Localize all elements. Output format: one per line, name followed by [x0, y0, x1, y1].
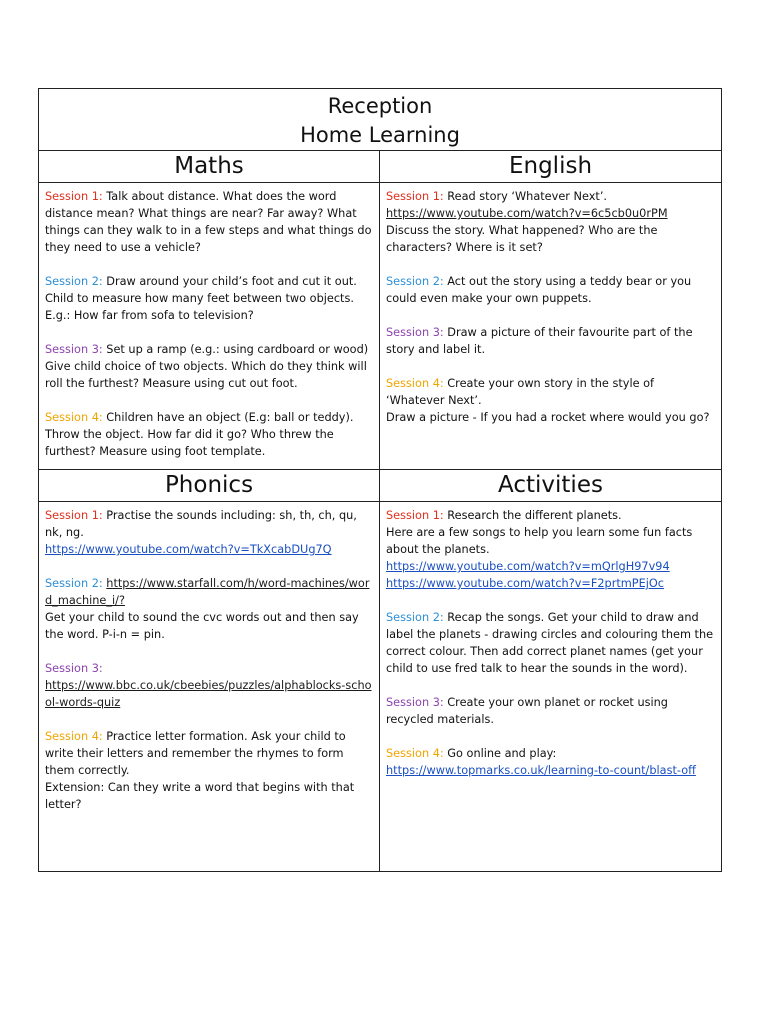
page-title: [39, 89, 721, 151]
phonics-session-3: [45, 660, 373, 711]
story-video-link[interactable]: https://www.youtube.com/watch?v=6c5cb0u0rPM: [386, 207, 668, 220]
session-label: Session 4:: [45, 730, 103, 743]
session-text: Discuss the story. What happened? Who are the characters? Where is it set?: [386, 224, 658, 254]
phonics-heading: Phonics: [39, 470, 380, 502]
planets-song-link-2[interactable]: https://www.youtube.com/watch?v=F2prtmPEjOc: [386, 577, 664, 590]
session-label: Session 3:: [386, 696, 444, 709]
session-text: Create your own planet or rocket using recycled materials.: [386, 696, 668, 726]
phonics-session-4: [45, 728, 373, 813]
session-text: Draw a picture of their favourite part of the story and label it.: [386, 326, 693, 356]
activities-heading: Activities: [380, 470, 721, 502]
session-text: Draw around your child’s foot and cut it out. Child to measure how many feet between two objects. E.g.: How far from sofa to television?: [45, 275, 357, 322]
phonics-session-2: [45, 575, 373, 643]
english-cell: [380, 183, 721, 470]
session-text: Here are a few songs to help you learn some fun facts about the planets.: [386, 526, 693, 556]
phonics-session-1: [45, 507, 373, 558]
session-text: Act out the story using a teddy bear or you could even make your own puppets.: [386, 275, 692, 305]
maths-cell: [39, 183, 380, 470]
english-session-1: [386, 188, 715, 256]
phonics-cell: [39, 502, 380, 871]
session-label: Session 1:: [45, 509, 103, 522]
session-label: Session 2:: [45, 275, 103, 288]
session-label: Session 4:: [45, 411, 103, 424]
topmarks-game-link[interactable]: https://www.topmarks.co.uk/learning-to-count/blast-off: [386, 764, 696, 777]
session-text: Research the different planets.: [447, 509, 622, 522]
session-text: Talk about distance. What does the word distance mean? What things are near? Far away? What things can they walk to in a few steps and what things do they need to use a vehicle?: [45, 190, 372, 254]
session-label: Session 3:: [45, 662, 103, 675]
session-text: Draw a picture - If you had a rocket where would you go?: [386, 411, 710, 424]
session-text: Create your own story in the style of ‘Whatever Next’.: [386, 377, 655, 407]
session-label: Session 1:: [386, 190, 444, 203]
session-label: Session 3:: [45, 343, 103, 356]
session-text: Set up a ramp (e.g.: using cardboard or wood) Give child choice of two objects. Which do they think will roll the furthest? Measure using cut out foot.: [45, 343, 369, 390]
starfall-link[interactable]: https://www.starfall.com/h/word-machines/word_machine_i/?: [45, 577, 370, 607]
session-text: Extension: Can they write a word that begins with that letter?: [45, 781, 355, 811]
maths-heading: Maths: [39, 151, 380, 183]
activities-session-4: [386, 745, 715, 779]
maths-session-4: [45, 409, 373, 460]
activities-session-2: [386, 609, 715, 677]
activities-session-3: [386, 694, 715, 728]
session-label: Session 1:: [45, 190, 103, 203]
title-line-1: Reception: [327, 94, 433, 118]
session-label: Session 4:: [386, 747, 444, 760]
session-label: Session 4:: [386, 377, 444, 390]
session-text: Children have an object (E.g: ball or teddy). Throw the object. How far did it go? Who threw the furthest? Measure using foot template.: [45, 411, 354, 458]
maths-session-1: [45, 188, 373, 256]
session-text: Practise the sounds including: sh, th, ch, qu, nk, ng.: [45, 509, 357, 539]
session-label: Session 2:: [45, 577, 103, 590]
planets-song-link-1[interactable]: https://www.youtube.com/watch?v=mQrlgH97v94: [386, 560, 670, 573]
english-heading: English: [380, 151, 721, 183]
session-text: Get your child to sound the cvc words out and then say the word. P-i-n = pin.: [45, 611, 359, 641]
bbc-quiz-link[interactable]: https://www.bbc.co.uk/cbeebies/puzzles/alphablocks-school-words-quiz: [45, 679, 372, 709]
session-text: Practice letter formation. Ask your child to write their letters and remember the rhymes to form them correctly.: [45, 730, 346, 777]
sounds-video-link[interactable]: https://www.youtube.com/watch?v=TkXcabDUg7Q: [45, 543, 332, 556]
title-line-2: Home Learning: [300, 123, 460, 147]
session-text: Read story ‘Whatever Next’.: [447, 190, 607, 203]
activities-cell: [380, 502, 721, 871]
english-session-3: [386, 324, 715, 358]
session-label: Session 2:: [386, 275, 444, 288]
session-label: Session 3:: [386, 326, 444, 339]
session-label: Session 2:: [386, 611, 444, 624]
maths-session-3: [45, 341, 373, 392]
session-text: Recap the songs. Get your child to draw and label the planets - drawing circles and colouring them the correct colour. Then add correct planet names (get your child to use fred talk to hear the sounds in the word).: [386, 611, 714, 675]
session-text: Go online and play:: [447, 747, 557, 760]
maths-session-2: [45, 273, 373, 324]
english-session-2: [386, 273, 715, 307]
activities-session-1: [386, 507, 715, 592]
home-learning-sheet: [38, 88, 722, 872]
session-label: Session 1:: [386, 509, 444, 522]
english-session-4: [386, 375, 715, 426]
